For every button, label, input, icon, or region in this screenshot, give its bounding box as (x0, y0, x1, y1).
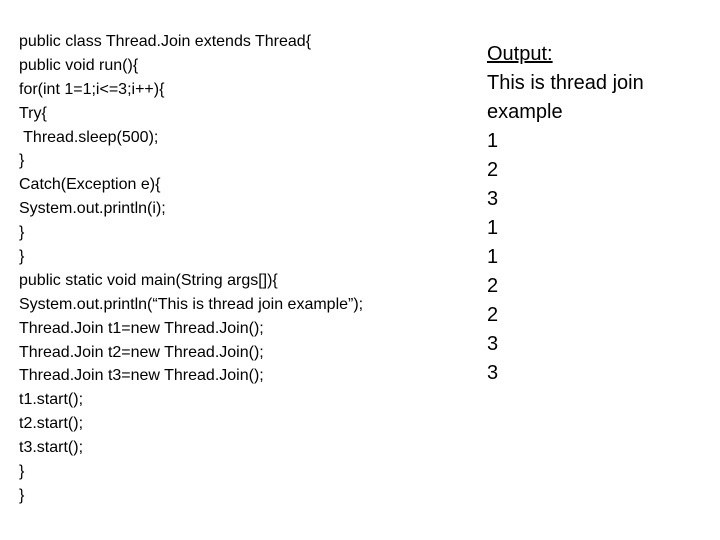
code-line: Thread.Join t1=new Thread.Join(); (19, 319, 264, 337)
code-line: } (19, 463, 25, 481)
code-line: System.out.println(“This is thread join example”); (19, 295, 364, 313)
output-line: 3 (487, 362, 499, 384)
code-line: public static void main(String args[]){ (19, 271, 278, 289)
output-panel (487, 40, 707, 388)
code-line: Thread.sleep(500); (19, 128, 159, 146)
output-line: 1 (487, 217, 499, 239)
code-line: Thread.Join t3=new Thread.Join(); (19, 367, 264, 385)
output-heading: Output: (487, 43, 553, 65)
output-line: 1 (487, 130, 499, 152)
output-line: 2 (487, 304, 499, 326)
code-line: } (19, 486, 25, 504)
code-line: for(int 1=1;i<=3;i++){ (19, 80, 165, 98)
code-line: t2.start(); (19, 415, 84, 433)
code-line: public class Thread.Join extends Thread{ (19, 33, 312, 50)
code-listing (19, 30, 459, 508)
output-line: example (487, 101, 563, 123)
output-line: 2 (487, 275, 499, 297)
code-line: t1.start(); (19, 391, 84, 409)
code-line: t3.start(); (19, 439, 84, 457)
output-line: 1 (487, 246, 499, 268)
code-line: public void run(){ (19, 56, 139, 74)
code-line: } (19, 248, 25, 266)
output-line: This is thread join (487, 72, 644, 94)
output-line: 3 (487, 333, 499, 355)
code-line: } (19, 152, 25, 170)
code-line: Catch(Exception e){ (19, 176, 161, 194)
code-line: Try{ (19, 104, 47, 122)
output-line: 3 (487, 188, 499, 210)
code-line: Thread.Join t2=new Thread.Join(); (19, 343, 264, 361)
output-line: 2 (487, 159, 499, 181)
code-line: System.out.println(i); (19, 200, 166, 218)
code-line: } (19, 224, 25, 242)
